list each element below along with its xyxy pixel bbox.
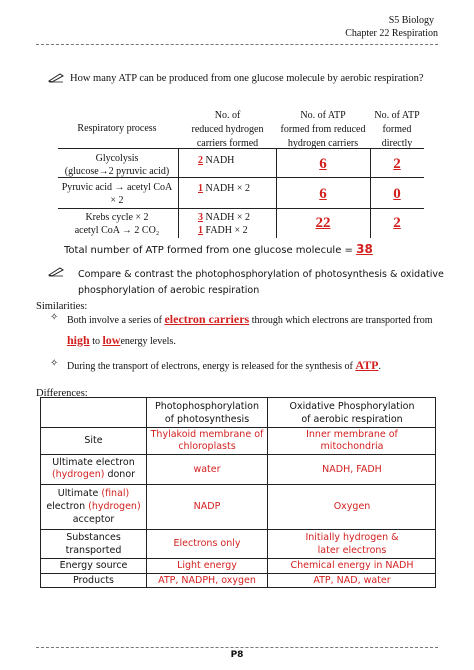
similarity-1-cont: high to lowenergy levels. — [67, 333, 176, 347]
diff-row-photo: NADP — [193, 501, 221, 512]
q1-header-atp-reduced: No. of ATP formed from reduced hydrogen carriers — [280, 110, 366, 149]
diff-row-oxidative: Inner membrane of mitochondria — [306, 429, 398, 452]
q1-header-carriers: No. of reduced hydrogen carriers formed — [191, 110, 264, 149]
diff-row-photo: Light energy — [177, 560, 237, 571]
q1-row-atp-reduced: 22 — [315, 215, 331, 231]
footer-rule — [36, 647, 438, 648]
diff-table-line — [40, 484, 436, 485]
diff-table-line — [40, 427, 436, 428]
q1-row-atp-direct: 2 — [393, 156, 401, 172]
diff-row-photo: ATP, NADPH, oxygen — [158, 575, 256, 586]
q1-question: How many ATP can be produced from one glucose molecule by aerobic respiration? — [70, 73, 424, 84]
q1-row-carriers: 3 NADH × 2 1 FADH × 2 — [198, 212, 251, 236]
diff-row-label: Ultimate electron (hydrogen) donor — [51, 457, 136, 480]
page-number: P8 — [230, 650, 244, 660]
pencil-icon — [48, 73, 64, 83]
q1-row-process: Pyruvic acid → acetyl CoA × 2 — [61, 182, 173, 206]
q1-row-carriers: 2 NADH — [198, 155, 235, 166]
diff-row-oxidative: Oxygen — [333, 501, 371, 512]
q1-row-atp-reduced: 6 — [319, 186, 327, 202]
q1-total: Total number of ATP formed from one glucose molecule = 38 — [64, 242, 373, 256]
diff-table-line — [40, 573, 436, 574]
header-chapter: Chapter 22 Respiration — [345, 28, 438, 39]
diff-row-label: Substances transported — [65, 532, 122, 556]
q1-row-process: Krebs cycle × 2 acetyl CoA → 2 CO₂ — [74, 212, 160, 236]
diff-table-line — [40, 529, 436, 530]
pencil-icon — [48, 267, 64, 277]
similarities-label: Similarities: — [36, 301, 88, 312]
diff-header-oxidative: Oxidative Phosphorylation of aerobic respiration — [289, 401, 415, 425]
diff-header-photo: Photophosphorylation of photosynthesis — [155, 401, 259, 425]
similarity-1: Both involve a series of electron carriers through which electrons are transported from — [67, 312, 433, 326]
diff-row-photo: water — [193, 464, 221, 475]
diff-table-line — [40, 454, 436, 455]
diff-row-oxidative: NADH, FADH — [322, 464, 382, 475]
diamond-bullet-icon: ✧ — [50, 358, 59, 369]
header-subject: S5 Biology — [388, 15, 434, 26]
q1-header-process: Respiratory process — [77, 123, 157, 134]
diff-row-label: Energy source — [59, 560, 128, 571]
diff-row-label: Site — [84, 435, 103, 446]
similarity-2: During the transport of electrons, energy is released for the synthesis of ATP. — [67, 358, 381, 372]
q1-table-line — [178, 148, 179, 238]
diff-row-oxidative: Chemical energy in NADH — [290, 560, 414, 571]
header-rule — [36, 44, 438, 45]
diff-row-photo: Electrons only — [173, 538, 241, 549]
diff-row-oxidative: Initially hydrogen & later electrons — [305, 532, 399, 556]
q1-row-atp-direct: 0 — [393, 186, 401, 202]
diff-row-label: Ultimate (final) electron (hydrogen) acceptor — [46, 488, 141, 525]
diff-row-label: Products — [72, 575, 115, 586]
differences-label: Differences: — [36, 388, 88, 399]
diamond-bullet-icon: ✧ — [50, 312, 59, 323]
diff-row-oxidative: ATP, NAD, water — [313, 575, 391, 586]
q1-row-atp-reduced: 6 — [319, 156, 327, 172]
q1-row-atp-direct: 2 — [393, 215, 401, 231]
q1-row-process: Glycolysis (glucose→2 pyruvic acid) — [64, 153, 170, 177]
q1-row-carriers: 1 NADH × 2 — [198, 183, 251, 194]
q2-question: Compare & contrast the photophosphorylation of photosynthesis & oxidative phosphorylation of aerobic respiration — [78, 269, 444, 296]
diff-table-line — [40, 558, 436, 559]
q1-header-atp-direct: No. of ATP formed directly — [374, 110, 420, 149]
diff-row-photo: Thylakoid membrane of chloroplasts — [150, 429, 264, 452]
